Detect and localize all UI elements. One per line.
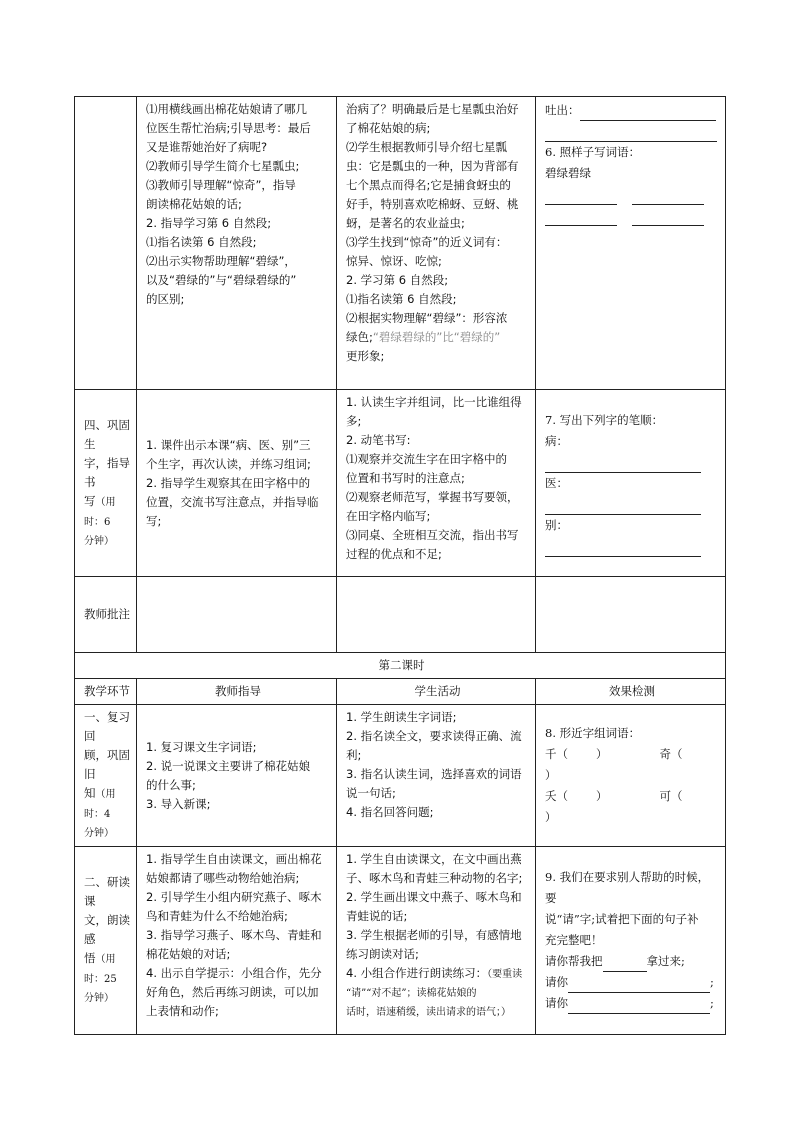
pair-char: 可（ xyxy=(659,789,683,803)
student-activity-cell xyxy=(337,705,536,847)
text-line: 3. 指导学习燕子、啄木鸟、青蛙和 xyxy=(146,928,322,942)
duration-text: 分钟） xyxy=(84,535,114,547)
answer-blank[interactable] xyxy=(545,544,701,557)
stage-line: 一、复习回 xyxy=(84,710,130,743)
text-line: ⑵观察老师范写，掌握书写要领， xyxy=(346,490,519,504)
table-row xyxy=(75,653,726,679)
check-line: 9. 我们在要求别人帮助的时候，要 xyxy=(545,870,710,905)
text-line: 上表情和动作; xyxy=(146,1004,219,1018)
text-line: 1. 认读生字并组词，比一比谁组得 xyxy=(346,395,522,409)
duration-text: 分钟） xyxy=(84,828,114,839)
column-header: 教学环节 xyxy=(75,679,137,705)
effect-check-cell xyxy=(536,390,726,577)
pair-close: ） xyxy=(596,789,608,803)
text-line: 4. 指名回答问题; xyxy=(346,805,434,819)
text-line: ⑵出示实物帮助理解“碧绿”， xyxy=(146,254,296,268)
check-fragment: 请你 xyxy=(545,996,568,1010)
text-line: 又是谁帮她治好了病呢? xyxy=(146,140,268,154)
text-line: 2. 说一说课文主要讲了棉花姑娘 xyxy=(146,758,311,773)
pair-close: ） xyxy=(545,810,557,824)
period-title: 第二课时 xyxy=(75,653,726,679)
stage-line xyxy=(84,949,130,989)
stage-fragment: 写 xyxy=(84,493,96,508)
text-line: ⑴用横线画出棉花姑娘请了哪几 xyxy=(146,102,307,116)
table-row xyxy=(75,577,726,653)
answer-blank[interactable] xyxy=(580,108,716,121)
check-line xyxy=(545,972,719,993)
char-label: 病： xyxy=(545,433,568,448)
text-line: 2. 学生画出课文中燕子、啄木鸟和 xyxy=(346,890,522,904)
column-header: 效果检测 xyxy=(536,679,726,705)
check-line xyxy=(545,473,719,515)
student-activity-cell xyxy=(337,97,536,390)
answer-blank[interactable] xyxy=(603,959,647,972)
text-line: 3. 指名认读生词，选择喜欢的词语 xyxy=(346,767,522,781)
check-fragment: 拿过来; xyxy=(646,954,685,968)
text-line: 子、啄木鸟和青蛙三种动物的名字; xyxy=(346,871,523,885)
text-line: 4. 出示自学提示：小组合作，先分 xyxy=(146,966,322,980)
check-fragment: ; xyxy=(710,975,714,989)
answer-blank[interactable] xyxy=(545,192,617,205)
text-line: 了棉花姑娘的病; xyxy=(346,121,431,135)
annotation-cell[interactable] xyxy=(536,577,726,653)
text-line: 的什么事; xyxy=(146,777,196,792)
table-row xyxy=(75,705,726,847)
text-line: 蚜，是著名的农业益虫; xyxy=(346,216,465,230)
text-line: 的区别; xyxy=(146,292,185,306)
text-line xyxy=(346,328,529,347)
answer-blank[interactable] xyxy=(632,192,704,205)
duration-text: 分钟） xyxy=(84,993,114,1004)
char-label: 医： xyxy=(545,475,568,490)
stage-line: 字，指导书 xyxy=(84,455,130,489)
duration-text: （用时：25 xyxy=(84,954,117,985)
check-line xyxy=(545,184,719,205)
column-header: 学生活动 xyxy=(337,679,536,705)
check-line xyxy=(545,205,719,226)
check-line xyxy=(545,515,719,557)
text-line: 位置和书写时的注意点; xyxy=(346,471,465,485)
check-line xyxy=(545,786,719,828)
text-line: “请”“对不起”；读棉花姑娘的 xyxy=(346,988,477,999)
effect-check-cell xyxy=(536,97,726,390)
check-line xyxy=(545,431,719,473)
text-line: 多; xyxy=(346,414,362,428)
text-line: 更形象; xyxy=(346,349,385,363)
teacher-guidance-cell xyxy=(137,705,337,847)
answer-blank[interactable] xyxy=(545,460,701,473)
answer-blank[interactable] xyxy=(545,213,617,226)
text-line: 2. 指名读全文，要求读得正确、流 xyxy=(346,729,522,743)
teacher-annotation-label: 教师批注 xyxy=(75,577,137,653)
text-line: 2. 学习第 6 自然段; xyxy=(346,273,449,287)
text-line: 2. 引导学生小组内研究燕子、啄木 xyxy=(146,890,322,904)
text-line: 棉花姑娘的对话; xyxy=(146,947,231,961)
text-line: 1. 复习课文生字词语; xyxy=(146,739,257,754)
stage-line xyxy=(84,492,130,532)
text-line: ⑶学生找到“惊奇”的近义词有： xyxy=(346,235,508,249)
annotation-cell[interactable] xyxy=(137,577,337,653)
text-line: 治病了？明确最后是七星瓢虫治好 xyxy=(346,102,519,116)
text-line: 姑娘都请了哪些动物给她治病; xyxy=(146,871,300,885)
answer-blank[interactable] xyxy=(545,129,717,142)
text-line: ⑶教师引导理解“惊奇”，指导 xyxy=(146,178,296,192)
text-line: ⑴观察并交流生字在田字格中的 xyxy=(346,452,507,466)
text-line: 位医生帮忙治病;引导思考：最后 xyxy=(146,121,311,135)
text-line: 1. 学生朗读生字词语; xyxy=(346,710,457,724)
check-line xyxy=(545,100,719,121)
text-line: 1. 学生自由读课文，在文中画出燕 xyxy=(346,852,522,866)
text-line: 说一句话; xyxy=(346,786,396,800)
stage-fragment: 知 xyxy=(84,786,96,800)
text-line: 好手，特别喜欢吃棉蚜、豆蚜、桃 xyxy=(346,197,519,211)
answer-blank[interactable] xyxy=(632,213,704,226)
char-label: 别： xyxy=(545,517,568,532)
text-line: ⑴指名读第 6 自然段; xyxy=(346,292,457,306)
answer-blank[interactable] xyxy=(545,502,701,515)
stage-line: 四、巩固生 xyxy=(84,417,130,451)
answer-blank[interactable] xyxy=(568,1001,710,1014)
check-fragment: ; xyxy=(710,996,714,1010)
pair-close: ） xyxy=(596,747,608,761)
stage-fragment: 悟 xyxy=(84,951,96,965)
lesson-plan-document xyxy=(74,96,725,1035)
teacher-guidance-cell xyxy=(137,390,337,577)
table-header-row xyxy=(75,679,726,705)
text-line: 1. 指导学生自由读课文，画出棉花 xyxy=(146,852,322,866)
stage-line xyxy=(84,784,130,824)
stage-cell-empty xyxy=(75,97,137,390)
check-line xyxy=(545,744,719,786)
text-line: 朗读棉花姑娘的话; xyxy=(146,197,242,211)
text-line: 以及“碧绿的”与“碧绿碧绿的” xyxy=(146,273,297,287)
text-line: 3. 导入新课; xyxy=(146,796,211,811)
teacher-guidance-cell xyxy=(137,847,337,1035)
effect-check-cell xyxy=(536,847,726,1035)
text-line: 过程的优点和不足; xyxy=(346,547,442,561)
check-line xyxy=(545,993,719,1014)
duration-text: （用时：4 xyxy=(84,789,116,820)
text-line: 鸟和青蛙为什么不给她治病; xyxy=(146,909,288,923)
text-line: 写; xyxy=(146,513,162,528)
text-line: 个生字，再次认读，并练习组词; xyxy=(146,456,311,471)
lesson-plan-table xyxy=(74,96,726,1035)
text-line: 2. 动笔书写: xyxy=(346,433,411,447)
effect-check-cell xyxy=(536,705,726,847)
text-line: ⑶同桌、全班相互交流，指出书写 xyxy=(346,528,519,542)
text-line: 青蛙说的话; xyxy=(346,909,408,923)
text-line: 3. 学生根据老师的引导，有感情地 xyxy=(346,928,522,942)
text-fragment: “碧绿碧绿的”比“碧绿的” xyxy=(372,330,501,344)
pair-char: 千（ xyxy=(545,747,568,761)
text-line: 惊异、惊讶、吃惊; xyxy=(346,254,442,268)
check-line xyxy=(545,951,719,972)
text-line: 话时，语速稍缓，读出请求的语气；） xyxy=(346,1007,511,1018)
pair-char: 奇（ xyxy=(659,747,683,761)
check-line: 7. 写出下列字的笔顺： xyxy=(545,412,664,427)
duration-text: （用时：6 xyxy=(84,496,116,528)
table-row xyxy=(75,847,726,1035)
text-line: 2. 指导学生观察其在田字格中的 xyxy=(146,475,311,490)
stage-cell xyxy=(75,390,137,577)
check-line: 8. 形近字组词语： xyxy=(545,726,641,740)
text-line: 2. 指导学习第 6 自然段; xyxy=(146,216,272,230)
text-line: ⑵学生根据教师引导介绍七星瓢 xyxy=(346,140,507,154)
text-line: ⑵教师引导学生简介七星瓢虫; xyxy=(146,159,300,173)
check-label: 吐出： xyxy=(545,103,580,117)
text-line: 位置，交流书写注意点，并指导临 xyxy=(146,494,319,509)
check-fragment: 请你 xyxy=(545,975,568,989)
text-line: 在田字格内临写; xyxy=(346,509,431,523)
teacher-guidance-cell xyxy=(137,97,337,390)
check-line: 说“请”字;试着把下面的句子补 xyxy=(545,912,699,926)
check-line: 碧绿碧绿 xyxy=(545,166,591,180)
stage-line: 二、研读课 xyxy=(84,875,130,908)
answer-blank[interactable] xyxy=(568,980,710,993)
check-fragment: 请你帮我把 xyxy=(545,954,603,968)
text-line: 七个黑点而得名;它是捕食蚜虫的 xyxy=(346,178,511,192)
student-activity-cell xyxy=(337,847,536,1035)
text-line: ⑴指名读第 6 自然段; xyxy=(146,235,257,249)
check-line: 6. 照样子写词语： xyxy=(545,145,641,159)
text-line: 1. 课件出示本课“病、医、别”三 xyxy=(146,437,311,452)
text-line: 练习朗读对话; xyxy=(346,947,419,961)
annotation-cell[interactable] xyxy=(337,577,536,653)
stage-cell xyxy=(75,705,137,847)
text-line: 虫：它是瓢虫的一种，因为背部有 xyxy=(346,159,519,173)
check-line xyxy=(545,121,719,142)
text-line: 利; xyxy=(346,748,362,762)
pair-char: 夭（ xyxy=(545,789,568,803)
table-row xyxy=(75,97,726,390)
pair-close: ） xyxy=(545,768,557,782)
stage-line: 文，朗读感 xyxy=(84,913,130,946)
text-fragment: 绿色; xyxy=(346,330,373,344)
text-line: ⑵根据实物理解“碧绿”：形容浓 xyxy=(346,311,508,325)
column-header: 教师指导 xyxy=(137,679,337,705)
table-row xyxy=(75,390,726,577)
student-activity-cell xyxy=(337,390,536,577)
text-line: 好角色，然后再练习朗读，可以加 xyxy=(146,985,319,999)
text-fragment: （要重读 xyxy=(487,969,523,980)
check-line: 充完整吧！ xyxy=(545,933,603,947)
stage-line: 顾，巩固旧 xyxy=(84,748,130,781)
text-fragment: 4. 小组合作进行朗读练习： xyxy=(346,966,488,980)
stage-cell xyxy=(75,847,137,1035)
text-line xyxy=(346,964,529,984)
